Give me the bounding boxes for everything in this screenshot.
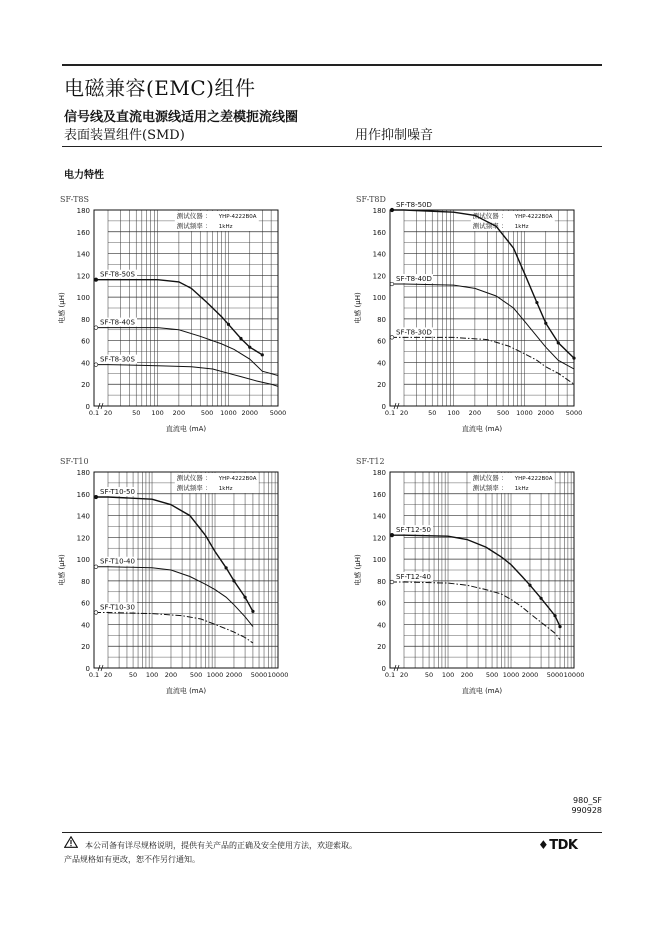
warning-icon	[64, 836, 78, 848]
y-tick-label: 0	[85, 403, 90, 411]
instrument-value: YHP-4222B0A	[514, 214, 553, 220]
y-tick-label: 80	[377, 577, 386, 586]
x-tick-label: 50	[128, 671, 138, 679]
y-tick-label: 40	[81, 359, 90, 368]
data-point	[539, 597, 542, 600]
chart-grid	[404, 472, 574, 668]
y-tick-label: 40	[377, 359, 386, 368]
y-tick-label: 60	[81, 599, 90, 608]
y-tick-label: 160	[372, 490, 386, 499]
data-point	[557, 341, 560, 344]
series-label: SF-T12-40	[396, 572, 431, 581]
x-axis-label: 直流电 (mA)	[461, 687, 503, 695]
x-axis-label: 直流电 (mA)	[165, 687, 207, 695]
data-point	[248, 346, 251, 349]
chart-sf-t10	[56, 454, 296, 704]
instrument-label: 测试仪器 ：	[472, 474, 508, 482]
frequency-label: 测试频率 ：	[472, 484, 508, 492]
chart-sf-t8d	[352, 192, 592, 442]
y-tick-label: 140	[372, 512, 386, 521]
series-start-point	[94, 495, 98, 499]
series-start-point	[94, 611, 98, 615]
y-tick-label: 80	[81, 577, 90, 586]
chart-title: SF-T8S	[60, 195, 89, 204]
x-tick-label: 20	[103, 409, 113, 417]
x-tick-label: 5000	[250, 671, 268, 679]
y-axis-label: 电感 (μH)	[58, 292, 66, 324]
x-tick-label: 500	[189, 671, 203, 679]
y-tick-label: 120	[372, 272, 386, 281]
instrument-label: 测试仪器 ：	[472, 212, 508, 220]
y-tick-label: 180	[76, 207, 90, 215]
chart-sf-t8s	[56, 192, 296, 442]
page-title: 电磁兼容(EMC)组件	[64, 76, 256, 100]
page-subtitle: 信号线及直流电源线适用之差模扼流线圈	[64, 110, 299, 125]
frequency-label: 测试频率 ：	[176, 484, 212, 492]
y-tick-label: 20	[377, 643, 386, 652]
data-point	[232, 579, 235, 582]
instrument-value: YHP-4222B0A	[218, 476, 257, 482]
header-rule	[62, 146, 602, 147]
series-label: SF-T10-30	[100, 603, 135, 612]
series-label: SF-T8-50D	[396, 201, 432, 209]
data-point	[225, 566, 228, 569]
instrument-label: 测试仪器 ：	[176, 474, 212, 482]
x-tick-label: 1000	[206, 671, 224, 679]
series-label: SF-T10-40	[100, 557, 135, 566]
footer-note: 本公司备有详尽规格说明，提供有关产品的正确及安全使用方法，欢迎索取。	[85, 841, 357, 850]
x-tick-label: 5000	[269, 409, 287, 417]
y-tick-label: 160	[372, 228, 386, 237]
y-tick-label: 0	[381, 665, 386, 673]
x-tick-label: 200	[468, 409, 482, 417]
chart-grid	[108, 472, 278, 668]
tdk-mark-icon: ♦	[538, 838, 549, 852]
y-tick-label: 0	[85, 665, 90, 673]
footer-rule	[62, 832, 602, 833]
instrument-value: YHP-4222B0A	[514, 476, 553, 482]
series-label: SF-T8-40D	[396, 275, 432, 284]
x-tick-label: 200	[172, 409, 186, 417]
x-tick-label: 500	[496, 409, 510, 417]
x-tick-label: 100	[447, 409, 460, 417]
series-start-point	[390, 282, 394, 286]
y-tick-label: 180	[76, 469, 90, 477]
series-line	[391, 284, 574, 369]
series-label: SF-T8-50S	[100, 270, 135, 279]
chart-grid	[404, 210, 574, 406]
x-axis-label: 直流电 (mA)	[461, 425, 503, 433]
x-tick-label: 0.1	[384, 409, 396, 417]
x-tick-label: 2000	[521, 671, 539, 679]
y-tick-label: 40	[377, 621, 386, 630]
y-tick-label: 100	[76, 556, 90, 565]
y-tick-label: 180	[372, 469, 386, 477]
y-tick-label: 140	[76, 512, 90, 521]
y-tick-label: 20	[81, 381, 90, 390]
data-point	[261, 353, 264, 356]
frequency-value: 1kHz	[514, 224, 529, 230]
series-label: SF-T12-50	[396, 526, 431, 535]
chart-svg	[352, 454, 592, 704]
series-label: SF-T10-50	[100, 488, 135, 497]
x-tick-label: 1000	[516, 409, 533, 417]
frequency-label: 测试频率 ：	[176, 222, 212, 230]
chart-svg	[352, 192, 592, 442]
series-start-point	[94, 565, 98, 569]
top-rule	[62, 64, 602, 66]
y-tick-label: 60	[377, 599, 386, 608]
y-tick-label: 120	[372, 534, 386, 543]
series-line	[95, 567, 253, 627]
frequency-label: 测试频率 ：	[472, 222, 508, 230]
chart-title: SF-T12	[356, 457, 385, 466]
x-tick-label: 100	[441, 671, 455, 679]
frequency-value: 1kHz	[514, 486, 529, 492]
data-point	[243, 596, 246, 599]
chart-title: SF-T10	[60, 457, 89, 466]
series-start-point	[390, 208, 394, 212]
y-tick-label: 100	[372, 294, 386, 303]
footer-note-2: 产品规格如有更改，恕不作另行通知。	[64, 855, 200, 864]
y-tick-label: 40	[81, 621, 90, 630]
series-label: SF-T8-30S	[100, 355, 135, 364]
x-tick-label: 0.1	[384, 671, 396, 679]
x-tick-label: 100	[145, 671, 159, 679]
x-tick-label: 200	[460, 671, 474, 679]
x-tick-label: 1000	[502, 671, 520, 679]
y-tick-label: 120	[76, 272, 90, 281]
x-tick-label: 2000	[241, 409, 259, 417]
series-start-point	[94, 278, 98, 282]
x-tick-label: 50	[428, 409, 437, 417]
y-tick-label: 140	[76, 250, 90, 259]
x-tick-label: 20	[399, 671, 409, 679]
series-line	[95, 613, 253, 644]
series-start-point	[94, 363, 98, 367]
chart-svg	[56, 454, 296, 704]
doc-code: 980_SF	[573, 796, 602, 805]
x-tick-label: 20	[103, 671, 113, 679]
series-line	[95, 497, 253, 611]
x-tick-label: 2000	[225, 671, 243, 679]
frequency-value: 1kHz	[218, 486, 233, 492]
data-point	[239, 337, 242, 340]
x-tick-label: 200	[164, 671, 178, 679]
instrument-label: 测试仪器 ：	[176, 212, 212, 220]
series-line	[391, 337, 574, 384]
series-start-point	[390, 336, 394, 340]
y-axis-label: 电感 (μH)	[354, 292, 362, 324]
series-start-point	[94, 326, 98, 330]
y-tick-label: 120	[76, 534, 90, 543]
data-point	[558, 625, 561, 628]
category-right: 用作抑制噪音	[355, 128, 434, 143]
y-tick-label: 20	[377, 381, 386, 390]
y-tick-label: 160	[76, 228, 90, 237]
y-tick-label: 100	[76, 294, 90, 303]
x-tick-label: 5000	[546, 671, 564, 679]
doc-date-code: 990928	[571, 806, 602, 815]
y-axis-label: 电感 (μH)	[354, 554, 362, 586]
y-tick-label: 180	[372, 207, 386, 215]
x-tick-label: 5000	[565, 409, 583, 417]
data-point	[553, 614, 556, 617]
data-point	[572, 356, 575, 359]
y-tick-label: 80	[377, 315, 386, 324]
data-point	[227, 323, 230, 326]
data-point	[544, 322, 547, 325]
series-start-point	[390, 580, 394, 584]
category-left: 表面装置组件(SMD)	[64, 128, 185, 143]
y-tick-label: 160	[76, 490, 90, 499]
y-tick-label: 100	[372, 556, 386, 565]
chart-title: SF-T8D	[356, 195, 386, 204]
y-tick-label: 60	[377, 337, 386, 346]
x-tick-label: 0.1	[88, 671, 100, 679]
chart-svg	[56, 192, 296, 442]
tdk-logo	[538, 838, 578, 853]
x-tick-label: 100	[151, 409, 164, 417]
section-title: 电力特性	[64, 170, 104, 181]
y-tick-label: 20	[81, 643, 90, 652]
x-tick-label: 500	[485, 671, 499, 679]
data-point	[528, 584, 531, 587]
data-point	[251, 610, 254, 613]
series-label: SF-T8-30D	[396, 328, 432, 337]
x-tick-label: 2000	[537, 409, 555, 417]
chart-sf-t12	[352, 454, 592, 704]
y-tick-label: 80	[81, 315, 90, 324]
series-line	[95, 365, 278, 387]
data-point	[535, 301, 538, 304]
x-tick-label: 20	[399, 409, 409, 417]
x-tick-label: 0.1	[88, 409, 100, 417]
x-tick-label: 10000	[267, 671, 289, 679]
y-axis-label: 电感 (μH)	[58, 554, 66, 586]
y-tick-label: 140	[372, 250, 386, 259]
x-axis-label: 直流电 (mA)	[165, 425, 207, 433]
tdk-logo-text: TDK	[549, 838, 578, 853]
chart-grid	[108, 210, 278, 406]
y-tick-label: 60	[81, 337, 90, 346]
x-tick-label: 10000	[563, 671, 585, 679]
x-tick-label: 1000	[220, 409, 237, 417]
series-label: SF-T8-40S	[100, 318, 135, 327]
x-tick-label: 50	[132, 409, 141, 417]
frequency-value: 1kHz	[218, 224, 233, 230]
series-start-point	[390, 533, 394, 537]
x-tick-label: 500	[200, 409, 214, 417]
y-tick-label: 0	[381, 403, 386, 411]
instrument-value: YHP-4222B0A	[218, 214, 257, 220]
x-tick-label: 50	[424, 671, 434, 679]
